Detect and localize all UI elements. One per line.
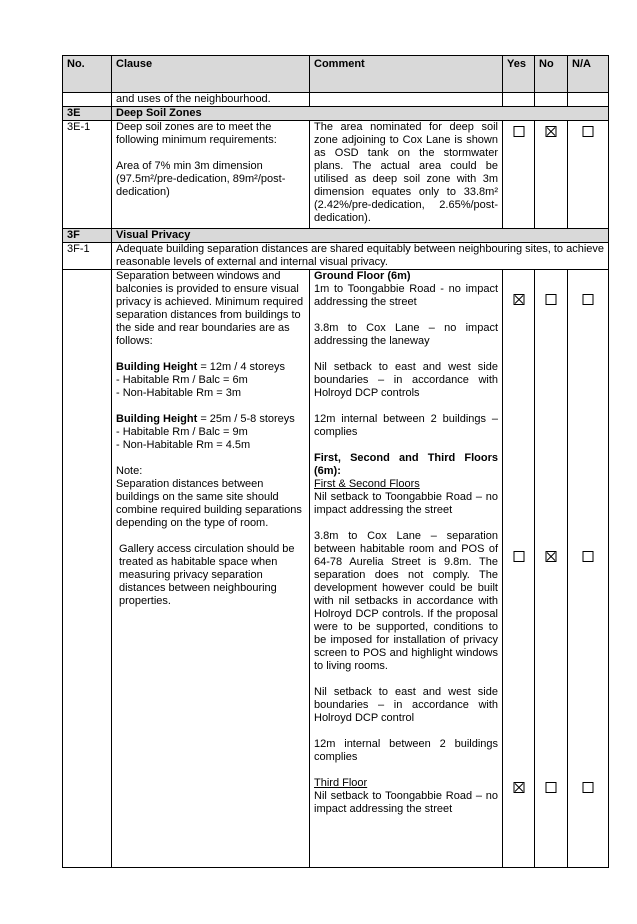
cont-clause: and uses of the neighbourhood. bbox=[112, 93, 310, 107]
checkbox-3e1-yes[interactable] bbox=[513, 126, 524, 137]
row-3f-1-detail bbox=[63, 270, 609, 868]
fs-p2: 3.8m to Cox Lane – separation between habitable room and POS of 64-78 Aurelia Street is 9.8m. The separation does not comply. The development however could be built with nil setbacks in accordance with Holroyd DCP controls. If the proposal were to be supported, conditions to be imposed for installation of privacy screen to POS and highlight windows to living rooms. bbox=[314, 530, 498, 672]
ground-heading: Ground Floor (6m) bbox=[314, 270, 411, 282]
checkbox-first-second-na[interactable] bbox=[583, 551, 594, 562]
detail-no bbox=[63, 270, 112, 868]
section-title-3f: Visual Privacy bbox=[112, 229, 609, 243]
third-heading: Third Floor bbox=[314, 777, 368, 789]
detail-clause bbox=[112, 270, 310, 868]
header-no-col: No bbox=[535, 56, 568, 93]
row-comment-3e-1: The area nominated for deep soil zone adjoining to Cox Lane is shown as OSD tank on the stormwater plans. The actual area could be utilised as deep soil zone with 3m dimension equates only to 33.8m² (2.42%/pre-dedication, 2.65%/post-dedication). bbox=[310, 121, 503, 229]
section-no-3e: 3E bbox=[63, 107, 112, 121]
checkbox-ground-no[interactable] bbox=[546, 294, 557, 305]
checkbox-3e1-no[interactable] bbox=[546, 126, 557, 137]
gallery-text: Gallery access circulation should be treated as habitable space when measuring privacy separation distances between neighbouring properties. bbox=[119, 543, 295, 607]
clause-intro: Separation between windows and balconies is provided to ensure visual privacy is achieved. Minimum required separation distances from buildings to the side and rear boundaries are as follows: bbox=[116, 270, 304, 347]
header-yes bbox=[503, 56, 535, 93]
row-3e-1 bbox=[63, 121, 609, 229]
ground-p4: 12m internal between 2 buildings – complies bbox=[314, 413, 498, 438]
checkbox-third-yes[interactable] bbox=[513, 782, 524, 793]
assessment-table bbox=[62, 55, 609, 868]
checkbox-third-no[interactable] bbox=[546, 782, 557, 793]
header-comment: Comment bbox=[310, 56, 503, 93]
checkbox-3e1-na[interactable] bbox=[583, 126, 594, 137]
ground-p1: 1m to Toongabbie Road - no impact addressing the street bbox=[314, 283, 498, 308]
bh2-label: Building Height bbox=[116, 413, 198, 425]
fs-p4: 12m internal between 2 buildings complies bbox=[314, 738, 498, 763]
section-row-3e bbox=[63, 107, 609, 121]
row-objective-3f-1: Adequate building separation distances are shared equitably between neighbouring sites, to achieve reasonable levels of external and internal visual privacy. bbox=[112, 243, 609, 270]
cross-mark-icon bbox=[547, 127, 556, 136]
fs-p3: Nil setback to east and west side boundaries – in accordance with Holroyd DCP control bbox=[314, 686, 498, 724]
row-no-3f-1: 3F-1 bbox=[63, 243, 112, 270]
fs-p1: Nil setback to Toongabbie Road – no impact addressing the street bbox=[314, 491, 498, 516]
header-na: N/A bbox=[568, 56, 609, 93]
bh1-line bbox=[116, 361, 305, 374]
ground-p3: Nil setback to east and west side boundaries – in accordance with Holroyd DCP controls bbox=[314, 361, 498, 399]
clause-3e-1-p2: Area of 7% min 3m dimension (97.5m²/pre-dedication, 89m²/post-dedication) bbox=[116, 160, 286, 198]
checkbox-third-na[interactable] bbox=[583, 782, 594, 793]
checkbox-first-second-yes[interactable] bbox=[513, 551, 524, 562]
row-no-3e-1: 3E-1 bbox=[63, 121, 112, 229]
row-clause-3e-1 bbox=[112, 121, 310, 229]
note-text: Separation distances between buildings on the same site should combine required building separations depending on the type of room. bbox=[116, 478, 302, 529]
detail-comment bbox=[310, 270, 503, 868]
bh2-value: = 25m / 5-8 storeys bbox=[197, 413, 295, 425]
bh1-item: - Habitable Rm / Balc = 6m bbox=[116, 374, 248, 386]
header-yes-text: Yes bbox=[507, 58, 526, 70]
continuation-row bbox=[63, 93, 609, 107]
note-label: Note: bbox=[116, 465, 143, 477]
header-clause: Clause bbox=[112, 56, 310, 93]
row-3f-1 bbox=[63, 243, 609, 270]
bh2-item: - Habitable Rm / Balc = 9m bbox=[116, 426, 248, 438]
cross-mark-icon bbox=[547, 552, 556, 561]
header-row bbox=[63, 56, 609, 93]
cont-no bbox=[63, 93, 112, 107]
cross-mark-icon bbox=[514, 295, 523, 304]
cont-comment bbox=[310, 93, 503, 107]
bh1-label: Building Height bbox=[116, 361, 198, 373]
cross-mark-icon bbox=[514, 783, 523, 792]
header-no: No. bbox=[63, 56, 112, 93]
section-no-3f: 3F bbox=[63, 229, 112, 243]
bh1-value: = 12m / 4 storeys bbox=[197, 361, 285, 373]
checkbox-first-second-no[interactable] bbox=[546, 551, 557, 562]
third-p1: Nil setback to Toongabbie Road – no impact addressing the street bbox=[314, 790, 498, 815]
clause-3e-1-p1: Deep soil zones are to meet the following minimum requirements: bbox=[116, 121, 277, 146]
bh2-item: - Non-Habitable Rm = 4.5m bbox=[116, 439, 251, 451]
bh1-item: - Non-Habitable Rm = 3m bbox=[116, 387, 242, 399]
first-second-heading: First & Second Floors bbox=[314, 478, 420, 490]
section-row-3f bbox=[63, 229, 609, 243]
ground-p2: 3.8m to Cox Lane – no impact addressing the laneway bbox=[314, 322, 498, 347]
section-title-3e: Deep Soil Zones bbox=[112, 107, 609, 121]
checkbox-ground-na[interactable] bbox=[583, 294, 594, 305]
upper-heading: First, Second and Third Floors (6m): bbox=[314, 452, 498, 477]
checkbox-ground-yes[interactable] bbox=[513, 294, 524, 305]
bh2-line bbox=[116, 413, 305, 426]
